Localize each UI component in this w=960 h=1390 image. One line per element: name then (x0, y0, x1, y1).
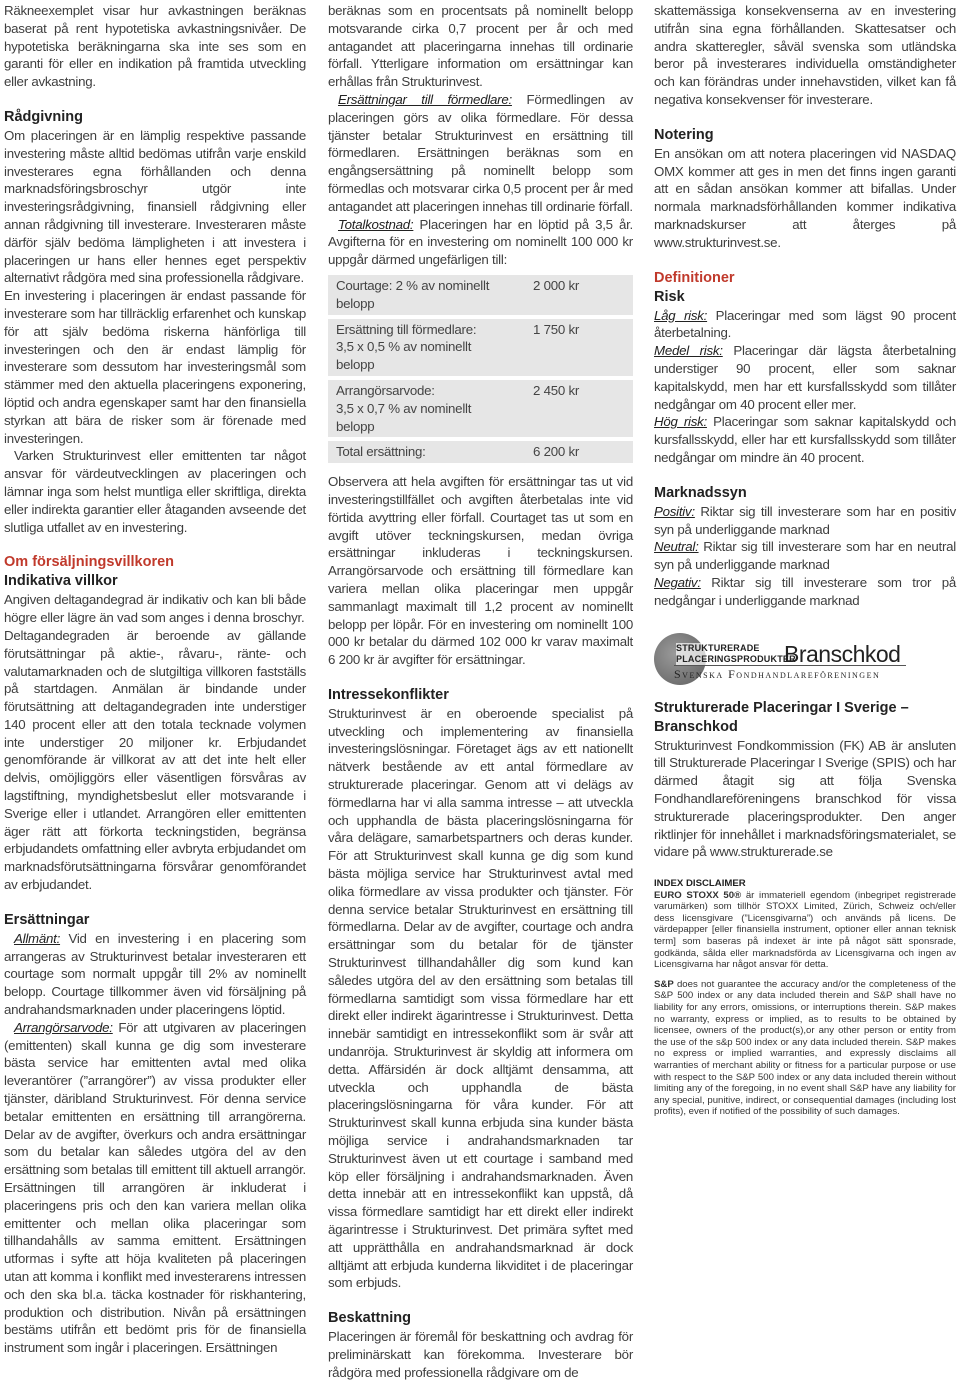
lag-risk-paragraph (654, 307, 956, 343)
formedlare-cost-label-line2: 3,5 x 0,5 % av nominellt belopp (336, 339, 472, 373)
observera-paragraph: Observera att hela avgiften för ersättningar tas ut vid investeringstillfället och avgiften återbetalas inte vid förtida avyttring eller förfall. Courtaget tas ut som en avgift utöver teckningskursen, medan övriga ersättningar inkluderas i teckningskursen. Arrangörsarvode och ersättning till förmedlare kan variera mellan olika placeringar men uppgår sammanlagt maximalt till 1,2 procent av nominellt belopp per löpår. För en investering om nominellt 100 000 kr betalar du därmed 102 000 kr varav maximalt 6 200 kr är avgifter för ersättningar. (328, 474, 633, 668)
notering-paragraph: En ansökan om att notera placeringen vid NASDAQ OMX kommer att ges in men det finns ingen garanti att en sådan ansökan kommer att bifallas. Under normala marknadsförhållanden kommer indikativa marknadskurser att återges på www.strukturinvest.se. (654, 145, 956, 250)
arrangorsarvode-cost-label (328, 380, 519, 437)
courtage-amount: 2 000 kr (519, 275, 633, 315)
neutral-text: Riktar sig till investerare som har en neutral syn på underliggande marknad (654, 539, 956, 573)
formedlare-paragraph (328, 91, 633, 216)
euro-stoxx-label: EURO STOXX 50® (654, 889, 742, 901)
logo-subtitle: Svenska Fondhandlareföreningen (674, 666, 881, 681)
logo-rule (674, 665, 906, 666)
heading-ersattningar: Ersättningar (4, 911, 90, 928)
column-middle (328, 2, 633, 1382)
medel-risk-paragraph (654, 342, 956, 413)
heading-risk: Risk (654, 288, 685, 305)
arrangorsarvode-label: Arrangörsarvode: (14, 1019, 113, 1035)
hog-risk-paragraph (654, 413, 956, 466)
hog-risk-text: Placeringar som saknar kapitalskydd och kursfallsskydd, eller har ett kursfallsskydd som tillåter nedgångar om mindre än 40 procent. (654, 414, 956, 465)
medel-risk-text: Placeringar där lägsta återbetalning understiger 90 procent, eller som saknar kapitalskydd, men har ett kursfallsskydd som tillåter nedgångar om 40 procent eller mer. (654, 343, 956, 412)
total-cost-label: Total ersättning: (328, 441, 519, 463)
neutral-label: Neutral: (654, 539, 699, 555)
heading-indikativa-villkor: Indikativa villkor (4, 573, 118, 590)
allmant-text: Vid en investering i en placering som arrangeras av Strukturinvest betalar investeraren ett courtage som normalt uppgår till 2% av nominellt belopp. Courtage tillkommer även vid försäljning på andrahandsmarknaden under placeringens löptid. (4, 930, 306, 1018)
indikativa-paragraph-1: Angiven deltagandegrad är indikativ och kan bli både högre eller lägre än vad som anges i denna broschyr. (4, 592, 306, 626)
beskattning-continued-paragraph: skattemässiga konsekvenserna av en investering utifrån sina egna förhållanden. Skattesatser och andra skatteregler, såväl svenska som utländska beror på investerares individuella omständigheter och kan förändras under innehavstiden, vilket kan få negativa konsekvenser för investerare. (654, 3, 956, 107)
courtage-label: Courtage: 2 % av nominellt belopp (328, 275, 519, 315)
ersattning-continued-paragraph: beräknas som en procentsats på nominellt belopp motsvarande cirka 0,7 procent per år och med antagandet att placeringarna innehas till ordinarie förfall. Ytterligare information om ersättningar kan erhållas från Strukturinvest. (328, 3, 633, 90)
branschkod-logo (654, 631, 956, 689)
lag-risk-label: Låg risk: (654, 307, 708, 323)
negativ-paragraph (654, 574, 956, 610)
intro-paragraph: Räkneexemplet visar hur avkastningen beräknas baserat på rent hypotetiska avkastningsnivåer. De hypotetiska beräkningarna ska inte ses som en garanti för eller en indikation på framtida utveckling eller avkastning. (4, 3, 306, 90)
arrangorsarvode-cost-label-line2: 3,5 x 0,7 % av nominellt belopp (336, 400, 472, 434)
euro-stoxx-disclaimer (654, 890, 956, 971)
arrangorsarvode-cost-label-line1: Arrangörsarvode: (336, 382, 435, 398)
total-cost-amount: 6 200 kr (519, 441, 633, 463)
heading-forsaljningsvillkoren: Om försäljningsvillkoren (4, 554, 175, 571)
table-row (328, 275, 633, 315)
table-row (328, 441, 633, 463)
logo-line2: PLACERINGSPRODUKTER (676, 653, 796, 664)
arrangorsarvode-text: För att utgivaren av placeringen (emittenten) skall kunna ge dig som investerare bästa service har emittenten avtal med olika leverantörer (”arrangörer”) av vissa produkter eller tjänster, däribland Strukturinvest. För denna service betalar emittenten en ersättning till arrangörerna. Delar av de avgifter, överkurs och andra ersättningar som du betalar kan således utgöra del av den ersättning som betalas till emittent till aktuell arrangör. Ersättningen till arrangören är inkluderat i placeringens pris och den kan variera mellan olika emittenter och mellan olika placeringar som tillhandahålls av samma emittent. Ersättningen utformas i syfte att höja kvaliteten på placeringen utan att komma i konflikt med investerarens intressen och den ska bl.a. täcka kostnader för riskhantering, produktion och distribution. Nivån på ersättningen bestäms utifrån ett bedömt pris för de finansiella instrument som ingår i placeringen. Ersättningen (4, 1019, 306, 1356)
formedlare-cost-amount: 1 750 kr (519, 319, 633, 376)
heading-beskattning: Beskattning (328, 1310, 411, 1327)
radgivning-paragraph-1: Om placeringen är en lämplig respektive passande investering måste alltid bedömas utifrån varje enskild investerares egna förhållanden och denna marknadsföringsbroschyr utgör inte investeringsrådgivning, finansiell rådgivning eller annan rådgivning till investerare. Investeraren måste därför själv bedöma lämpligheten i att investera i placeringen ur hans eller hennes eget perspektiv alternativt rådgöra med sina professionella rådgivare. (4, 127, 306, 286)
column-left (4, 2, 306, 1357)
indikativa-paragraph-2: Deltagandegraden är beroende av gällande förutsättningar på aktie-, råvaru-, ränte- och valutamarknaden och de slutgiltiga villkoren fastställs på startdagen. Anmälan är bindande under förutsättning att deltagandegraden inte understiger 140 procent eller att den totala tecknade volymen inte understiger 20 miljoner kr. Erbjudandet genomförande är villkorat av att det inte helt eller delvis, omöjliggörs eller väsentligen försvåras av lagstiftning, myndighetsbeslut eller motsvarande i Sverige eller i utlandet. Arrangören eller emittenten äger rätt att förkorta teckningstiden, begränsa erbjudandets omfattning eller avbryta erbjudandet om marknadsförutsättningarna försvårar genomförandet av erbjudandet. (4, 627, 306, 893)
intressekonflikter-paragraph: Strukturinvest är en oberoende specialist på utveckling och implementering av finansiella investeringslösningar. Företaget ägs av ett nationellt nätverk bestående av ett antal förmedlare av strukturerade placeringar. Genom att vi delägs av förmedlarna har vi alla samma intresse – att utveckla och upphandla de bästa placeringslösningarna för våra delägare, samarbetspartners och deras kunder. För att Strukturinvest skall kunna ge dig som kund bästa möjliga service har Strukturinvest avtal med olika förmedlare av vissa produkter och tjänster. För denna service betalar Strukturinvest en ersättning till förmedlarna. Delar av de avgifter, courtage och andra ersättningar som du betalar för de tjänster Strukturinvest tillhandahåller dig som kund kan således utgöra del av den ersättning som betalas till förmedlarna samtidigt som vissa förmedlare har ett direkt eller indirekt ägarintresse i Strukturinvest. Detta innebär samtidigt en intressekonflikt som är svår att undanröja. Strukturinvest är skyldig att informera om detta. Affärsidén är dock alltjämt densamma, att utveckla och upphandla de bästa placeringslösningarna för våra kunder. För att Strukturinvest skall kunna erbjuda sina kunder bästa möjliga service i andrahandsmarknaden tar Strukturinvest även ut ett courtage i samband med köp eller försäljning i andrahandsmarknaden. Även detta innebär att en intressekonflikt kan uppstå, då vissa förmedlare samtidigt har ett direkt eller indirekt ägarintresse i Strukturinvest. Det primära syftet med att upprätthålla en andrahandsmarknad är dock alltjämt att erbjuda kunderna likviditet i de placeringar som erbjuds. (328, 705, 633, 1291)
heading-definitioner: Definitioner (654, 269, 735, 286)
index-disclaimer-heading: INDEX DISCLAIMER (654, 878, 746, 890)
negativ-text: Riktar sig till investerare som tror på nedgångar i underliggande marknad (654, 574, 956, 608)
positiv-text: Riktar sig till investerare som har en positiv syn på underliggande marknad (654, 503, 956, 537)
totalkostnad-text: Placeringen har en löptid på 3,5 år. Avgifterna för en investering om nominellt 100 000 kr uppgår därmed ungefärligen till: (328, 216, 633, 268)
arrangorsarvode-cost-amount: 2 450 kr (519, 380, 633, 437)
heading-notering: Notering (654, 126, 714, 143)
logo-line1: STRUKTURERADE (676, 642, 760, 653)
formedlare-text: Förmedlingen av placeringen görs av olika förmedlare. För dessa tjänster betalar Strukturinvest en ersättning till förmedlaren. Ersättningen beräknas som en engångsersättning på nominellt belopp som förmedlas och motsvarar cirka 0,5 procent per år med antagandet att placeringen innehas till ordinarie förfall. (328, 91, 633, 214)
logo-wordmark: Branschkod (784, 640, 901, 667)
allmant-paragraph (4, 930, 306, 1019)
heading-branschkod: Strukturerade Placeringar I Sverige – Branschkod (654, 699, 909, 735)
formedlare-cost-label-line1: Ersättning till förmedlare: (336, 321, 477, 337)
sp-text: does not guarantee the accuracy and/or the completeness of the S&P 500 index or any data included therein and S&P shall have no liability for any errors, omissions, or interruptions therein. S&P makes no warranty, express or implied, as to results to be obtained by licensee, owners of the product(s),or any other person or entity from the use of the s&p 500 index or any data included therein. S&P makes no express or implied warranties, and expressly disclaims all warranties of merchant ability or fitness for a particular purpose or use with respect to the S&P 500 index or any data included therein without limiting any of the foregoing, in no event shall S&P have any liability for any special, punitive, indirect, or consequential damages (including lost profits), even if notified of the possibility of such damages. (654, 978, 956, 1118)
cost-table (328, 271, 633, 467)
hog-risk-label: Hög risk: (654, 414, 707, 430)
radgivning-paragraph-2: En investering i placeringen är endast passande för investerare som har tillräcklig erfarenhet och kunskap för att själv bedöma riskerna hänförliga till investeringen och den är endast lämplig för investerare som dessutom har investeringsmål som stämmer med den aktuella placeringens exponering, löptid och andra egenskaper samt har den finansiella styrkan att bära de risker som är förenade med investeringen. (4, 288, 306, 446)
totalkostnad-label: Totalkostnad: (338, 216, 414, 232)
neutral-paragraph (654, 538, 956, 574)
totalkostnad-paragraph (328, 216, 633, 269)
allmant-label: Allmänt: (14, 930, 61, 946)
lag-risk-text: Placeringar med som lägst 90 procent återbetalning. (654, 307, 956, 341)
euro-stoxx-text: är immateriell egendom (inbegripet registrerade varumärken) som tillhör STOXX Limited, Zürich, Schweiz och/eller dess licensgivare (”Licensgivarna”) och används på licens. De värdepapper [eller finansiella instrument, optioner eller annan teknisk term] som baseras på indexet är inte på något sätt sponsrade, godkända, sålda eller marknadsförda av Licensgivarna och ingen av Licensgivarna har något ansvar för detta. (654, 889, 957, 971)
heading-marknadssyn: Marknadssyn (654, 484, 747, 501)
table-row (328, 380, 633, 437)
negativ-label: Negativ: (654, 574, 701, 590)
positiv-paragraph (654, 503, 956, 539)
beskattning-paragraph: Placeringen är föremål för beskattning och avdrag för preliminärskatt kan förekomma. Investerare bör rådgöra med professionella rådgivare om de (328, 1329, 633, 1380)
branschkod-paragraph: Strukturinvest Fondkommission (FK) AB är ansluten till Strukturerade Placeringar I Sverige (SPIS) och har därmed åtagit sig att följa Svenska Fondhandlareföreningens branschkod för vissa strukturerade placeringsprodukter. Den anger riktlinjer för innehållet i marknadsföringsmaterialet, se vidare på www.strukturerade.se (654, 737, 956, 860)
sp-disclaimer (654, 979, 956, 1118)
heading-radgivning: Rådgivning (4, 108, 83, 125)
radgivning-paragraph-3: Varken Strukturinvest eller emittenten tar något ansvar för värdeutvecklingen av placeringen och lämnar inga som helst muntliga eller skriftliga, direkta eller indirekta garantier eller åtaganden avseende det slutliga utfallet av en investering. (4, 448, 306, 535)
sp-label: S&P (654, 978, 674, 990)
formedlare-cost-label (328, 319, 519, 376)
positiv-label: Positiv: (654, 503, 695, 519)
medel-risk-label: Medel risk: (654, 343, 723, 359)
formedlare-label: Ersättningar till förmedlare: (338, 91, 512, 107)
table-row (328, 319, 633, 376)
column-right (654, 2, 956, 1118)
arrangorsarvode-paragraph (4, 1019, 306, 1357)
heading-intressekonflikter: Intressekonflikter (328, 686, 449, 703)
